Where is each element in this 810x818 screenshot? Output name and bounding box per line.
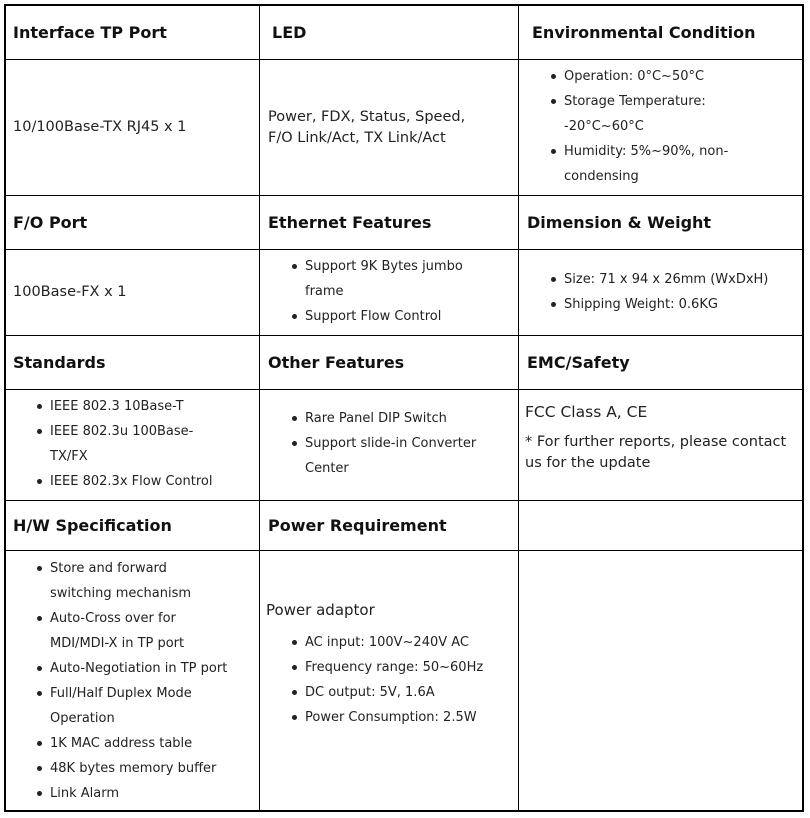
power-requirement-list xyxy=(260,630,518,730)
emc-safety-value: FCC Class A, CE xyxy=(525,403,648,421)
header-ethernet-features: Ethernet Features xyxy=(268,213,432,232)
ethernet-features-list xyxy=(260,254,518,329)
hw-specification-list xyxy=(5,556,259,806)
list-item: Auto-Negotiation in TP port xyxy=(5,656,259,681)
led-cell xyxy=(260,60,518,195)
ethernet-features-cell xyxy=(260,254,518,335)
other-features-list xyxy=(260,406,518,481)
led-line-2: F/O Link/Act, TX Link/Act xyxy=(268,129,446,146)
header-environmental-condition: Environmental Condition xyxy=(532,23,756,42)
list-item: Rare Panel DIP Switch xyxy=(260,406,518,431)
fo-port-value: 100Base-FX x 1 xyxy=(13,284,127,300)
power-requirement-cell xyxy=(266,598,518,798)
list-item: Humidity: 5%~90%, non-condensing xyxy=(519,139,802,189)
list-item: Operation: 0°C~50°C xyxy=(519,64,802,89)
fo-port-cell xyxy=(5,250,259,335)
header-standards: Standards xyxy=(13,353,106,372)
list-item: Frequency range: 50~60Hz xyxy=(260,655,518,680)
header-power-requirement: Power Requirement xyxy=(268,516,447,535)
standards-list xyxy=(5,394,259,494)
empty-body-cell xyxy=(519,551,802,810)
empty-header-cell xyxy=(519,501,802,550)
list-item: Support slide-in Converter Center xyxy=(260,431,518,481)
emc-safety-note-line-2: us for the update xyxy=(525,455,651,471)
list-item: AC input: 100V~240V AC xyxy=(260,630,518,655)
interface-tp-port-value: 10/100Base-TX RJ45 x 1 xyxy=(13,119,187,135)
list-item: Store and forward switching mechanism xyxy=(5,556,259,606)
power-requirement-intro: Power adaptor xyxy=(266,601,375,619)
header-other-features: Other Features xyxy=(268,353,405,372)
list-item: Full/Half Duplex Mode Operation xyxy=(5,681,259,731)
list-item: IEEE 802.3x Flow Control xyxy=(5,469,259,494)
interface-tp-port-cell xyxy=(5,60,259,195)
header-led: LED xyxy=(272,23,307,42)
list-item: Power Consumption: 2.5W xyxy=(260,705,518,730)
list-item: 48K bytes memory buffer xyxy=(5,756,259,781)
list-item: Support 9K Bytes jumbo frame xyxy=(260,254,518,304)
list-item: Shipping Weight: 0.6KG xyxy=(519,292,802,317)
header-dimension-weight: Dimension & Weight xyxy=(527,213,712,232)
hw-specification-cell xyxy=(5,556,259,810)
list-item: IEEE 802.3 10Base-T xyxy=(5,394,259,419)
environmental-condition-cell xyxy=(519,64,802,195)
dimension-weight-list xyxy=(519,267,802,317)
list-item: Storage Temperature: -20°C~60°C xyxy=(519,89,802,139)
list-item: 1K MAC address table xyxy=(5,731,259,756)
emc-safety-note-line-1: * For further reports, please contact xyxy=(525,434,787,450)
list-item: Support Flow Control xyxy=(260,304,518,329)
dimension-weight-cell xyxy=(519,267,802,335)
standards-cell xyxy=(5,394,259,500)
list-item: Link Alarm xyxy=(5,781,259,806)
other-features-cell xyxy=(260,406,518,500)
led-line-1: Power, FDX, Status, Speed, xyxy=(268,108,466,125)
list-item: Size: 71 x 94 x 26mm (WxDxH) xyxy=(519,267,802,292)
header-hw-specification: H/W Specification xyxy=(13,516,172,535)
environmental-condition-list xyxy=(519,64,802,189)
header-fo-port: F/O Port xyxy=(13,213,88,232)
list-item: Auto-Cross over for MDI/MDI-X in TP port xyxy=(5,606,259,656)
emc-safety-cell xyxy=(525,400,802,500)
list-item: DC output: 5V, 1.6A xyxy=(260,680,518,705)
row-divider xyxy=(4,389,804,390)
header-emc-safety: EMC/Safety xyxy=(527,353,630,372)
list-item: IEEE 802.3u 100Base-TX/FX xyxy=(5,419,259,469)
header-interface-tp-port: Interface TP Port xyxy=(13,23,167,42)
